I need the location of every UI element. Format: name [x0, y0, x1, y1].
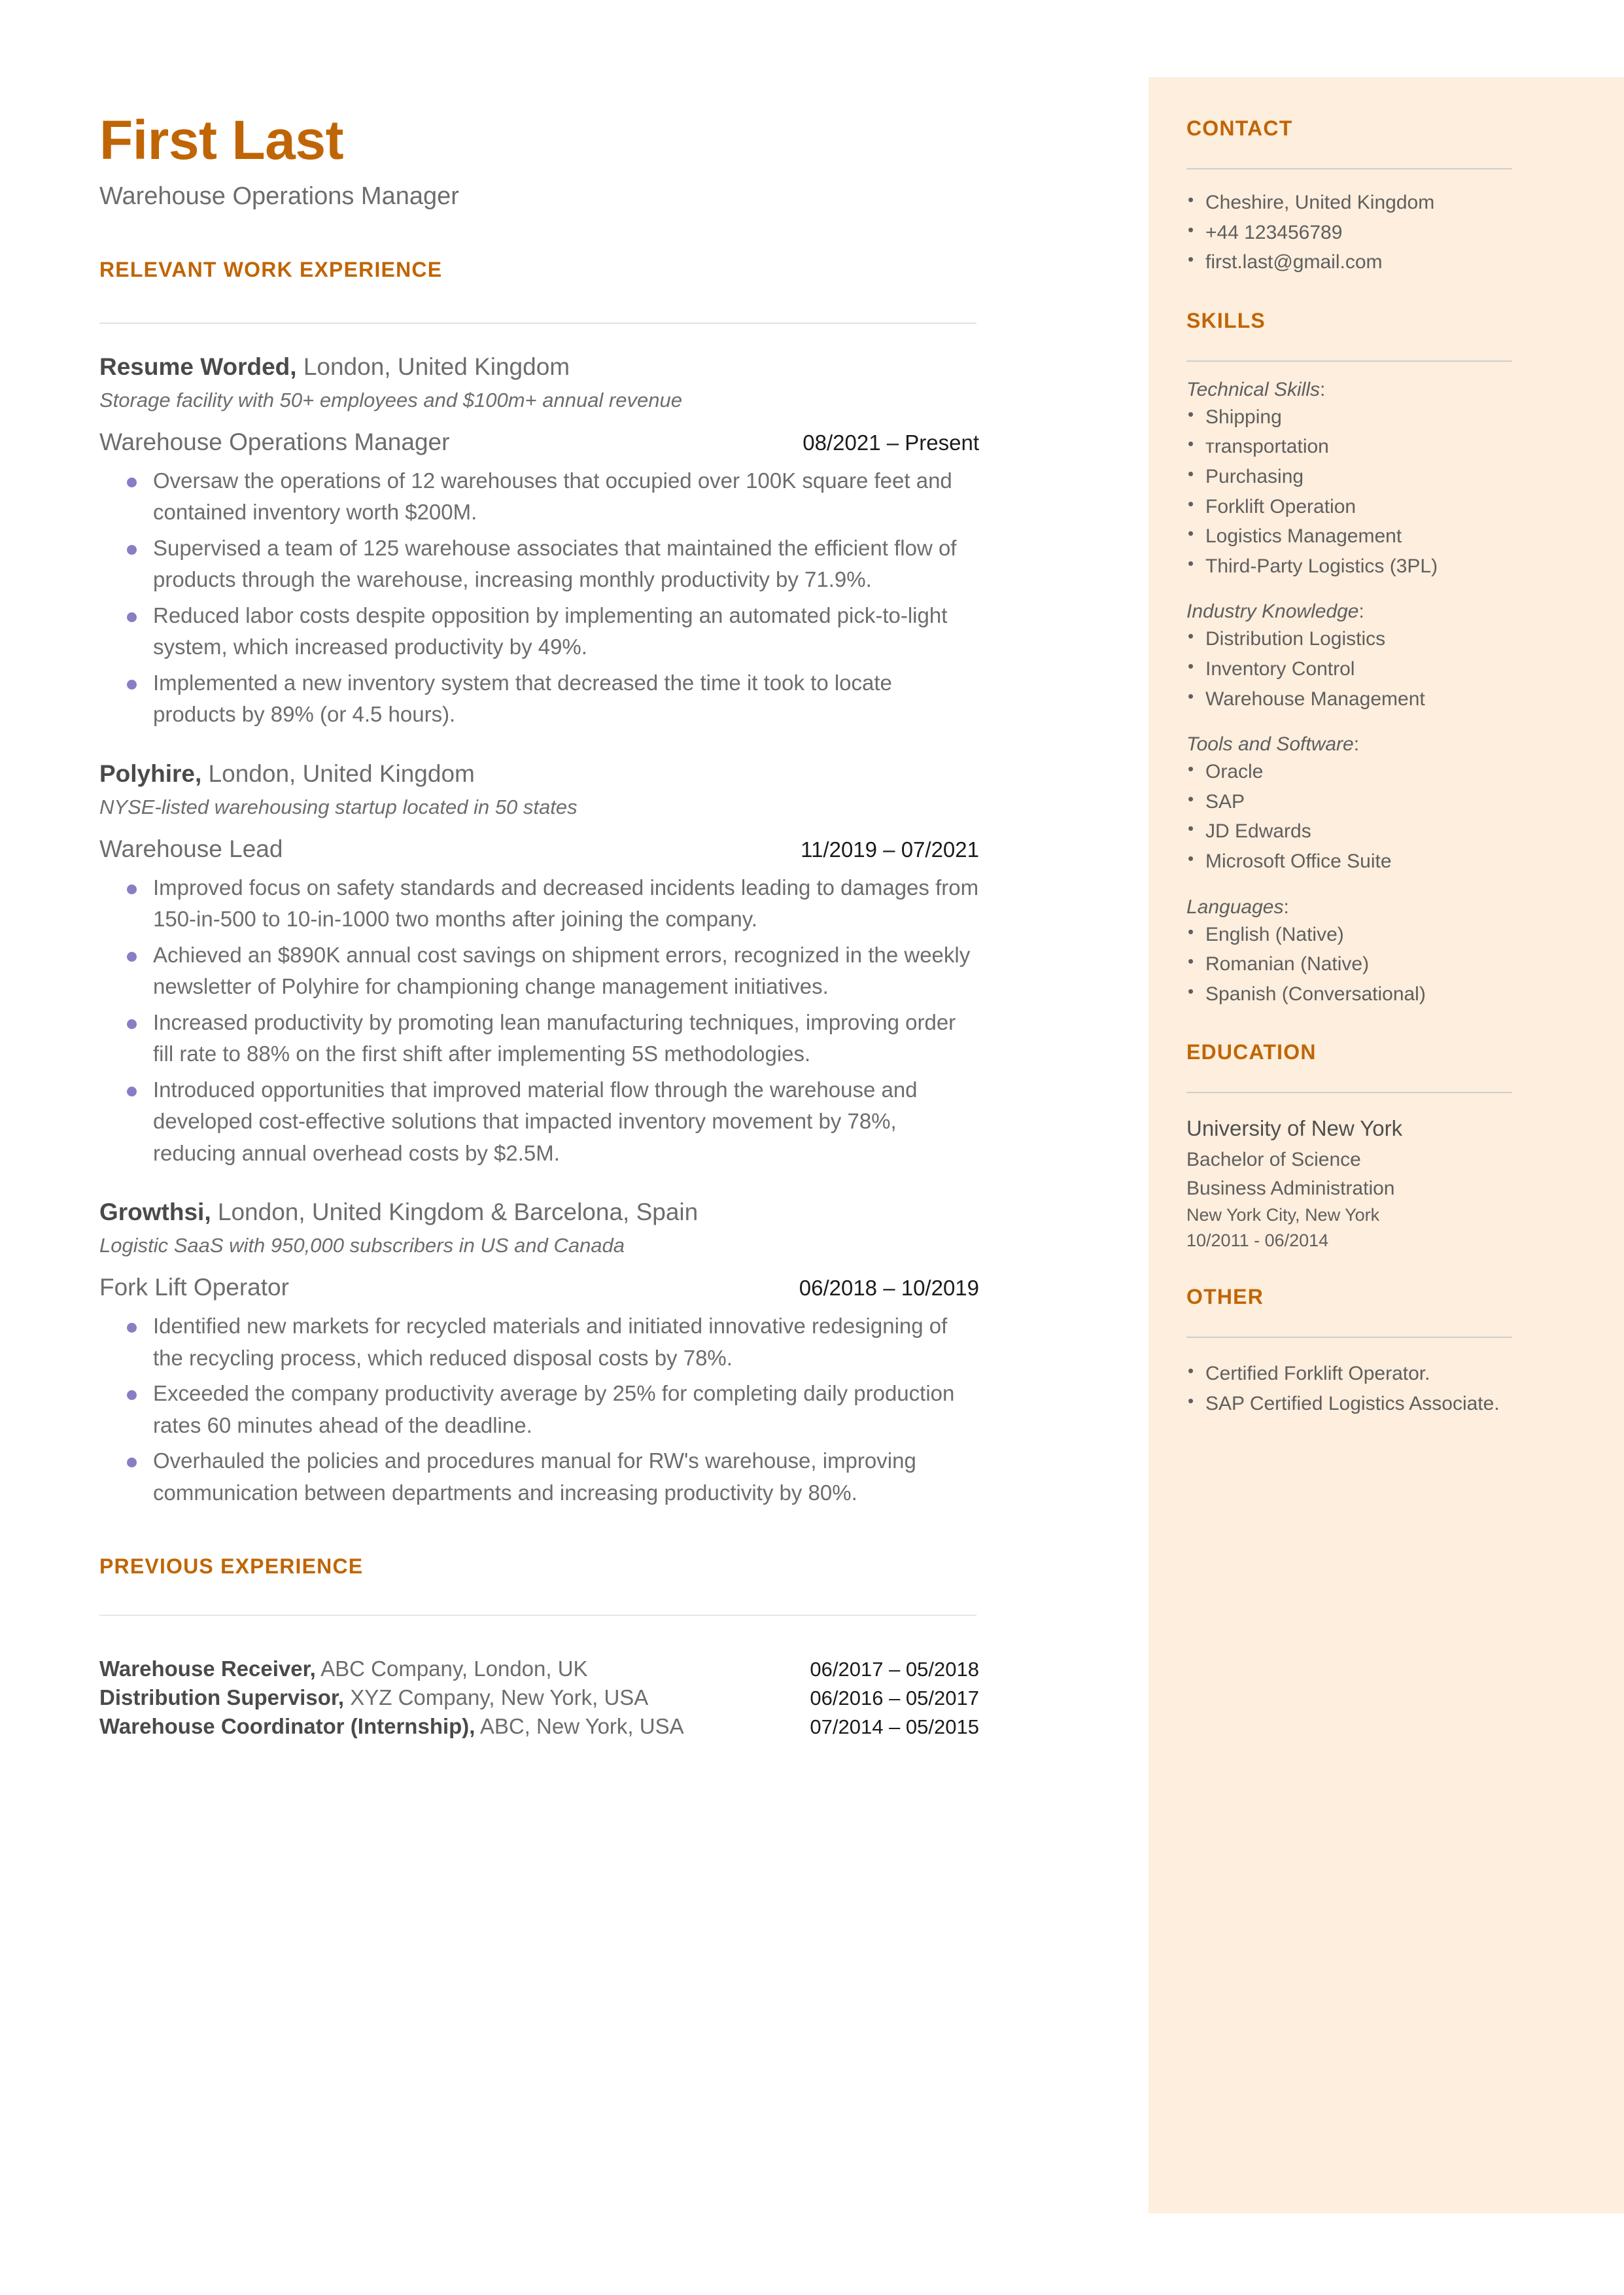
job-bullet: Overhauled the policies and procedures manual for RW's warehouse, improving communication between departments and increasing productivity by 80%.: [99, 1445, 979, 1509]
previous-experience-row: [99, 1685, 979, 1710]
experience-list: [99, 351, 979, 1509]
skill-group: [1186, 733, 1566, 876]
skill-item: • Microsoft Office Suite: [1186, 847, 1566, 877]
section-heading-experience: RELEVANT WORK EXPERIENCE: [99, 257, 443, 281]
previous-experience-role: [99, 1714, 684, 1739]
job-company: [99, 1197, 979, 1228]
sidebar-divider-skills: [1186, 360, 1512, 362]
experience-entry: [99, 351, 979, 731]
previous-role-detail: XYZ Company, New York, USA: [344, 1685, 649, 1710]
job-bullet: Identified new markets for recycled materials and initiated innovative redesigning of the recycling process, which reduced disposal costs by 78%.: [99, 1310, 979, 1374]
sidebar-heading-skills: SKILLS: [1186, 308, 1266, 332]
education-school: University of New York: [1186, 1116, 1403, 1141]
job-bullet-list: [99, 1310, 979, 1509]
previous-experience-row: [99, 1656, 979, 1681]
sidebar: [1149, 77, 1624, 2213]
skill-item: • Logistics Management: [1186, 521, 1566, 552]
main-column: [99, 0, 979, 1739]
previous-experience-dates: 06/2016 – 05/2017: [810, 1687, 979, 1710]
job-bullet-list: [99, 872, 979, 1170]
skill-group-label: [1186, 379, 1566, 401]
job-bullet: Reduced labor costs despite opposition by implementing an automated pick-to-light system, which increased productivity by 49%.: [99, 600, 979, 663]
job-company-description: NYSE-listed warehousing startup located in 50 states: [99, 795, 578, 818]
skill-item: • Inventory Control: [1186, 654, 1566, 684]
experience-entry: [99, 1197, 979, 1509]
job-title: Fork Lift Operator: [99, 1274, 289, 1301]
previous-role-name: Warehouse Coordinator (Internship),: [99, 1714, 475, 1739]
sidebar-divider-education: [1186, 1092, 1512, 1093]
contact-list: [1186, 188, 1566, 277]
job-title: Warehouse Lead: [99, 835, 283, 862]
job-bullet: Supervised a team of 125 warehouse associates that maintained the efficient flow of products through the warehouse, increasing monthly productivity by 71.9%.: [99, 533, 979, 596]
skill-group-label-text: Languages: [1186, 896, 1284, 918]
job-bullet: Implemented a new inventory system that decreased the time it took to locate products by 89% (or 4.5 hours).: [99, 667, 979, 731]
previous-role-name: Warehouse Receiver,: [99, 1656, 316, 1681]
job-company-location: London, United Kingdom: [296, 353, 570, 380]
contact-item[interactable]: • +44 123456789: [1186, 218, 1566, 248]
skill-item-list: [1186, 402, 1566, 582]
job-company-description: Storage facility with 50+ employees and $100m+ annual revenue: [99, 388, 682, 412]
education-degree: Bachelor of Science: [1186, 1149, 1361, 1171]
previous-experience-dates: 06/2017 – 05/2018: [810, 1658, 979, 1681]
previous-role-detail: ABC Company, London, UK: [315, 1656, 588, 1681]
job-company-name: Growthsi,: [99, 1199, 211, 1226]
skill-group-label-text: Technical Skills: [1186, 378, 1320, 400]
professional-headline: Warehouse Operations Manager: [99, 183, 459, 211]
job-company-description: Logistic SaaS with 950,000 subscribers in US and Canada: [99, 1234, 625, 1257]
skill-item: • Forklift Operation: [1186, 492, 1566, 522]
job-company-name: Polyhire,: [99, 760, 202, 787]
skill-item: • SAP: [1186, 787, 1566, 817]
sidebar-heading-other: OTHER: [1186, 1285, 1264, 1309]
sidebar-divider-contact: [1186, 168, 1512, 169]
job-bullet: Improved focus on safety standards and decreased incidents leading to damages from 150-in-500 to 10-in-1000 two months after joining the company.: [99, 872, 979, 936]
skill-group-label: [1186, 733, 1566, 756]
job-bullet-list: [99, 465, 979, 731]
skill-item-list: [1186, 920, 1566, 1009]
sidebar-divider-other: [1186, 1337, 1512, 1338]
skill-item: • Purchasing: [1186, 462, 1566, 492]
previous-experience-dates: 07/2014 – 05/2015: [810, 1715, 979, 1739]
job-company: [99, 758, 979, 790]
skill-item: • Warehouse Management: [1186, 684, 1566, 714]
skill-item: • English (Native): [1186, 920, 1566, 950]
job-dates: 08/2021 – Present: [803, 430, 979, 455]
job-bullet: Exceeded the company productivity average by 25% for completing daily production rates 60 minutes ahead of the deadline.: [99, 1378, 979, 1441]
skill-item: • Romanian (Native): [1186, 949, 1566, 979]
job-title-row: [99, 429, 979, 456]
previous-experience-list: [99, 1656, 979, 1739]
job-company-location: London, United Kingdom & Barcelona, Spain: [211, 1199, 699, 1226]
education-major: Business Administration: [1186, 1177, 1395, 1199]
skill-group-label: [1186, 896, 1566, 919]
skill-group: [1186, 601, 1566, 714]
job-bullet: Oversaw the operations of 12 warehouses that occupied over 100K square feet and contained inventory worth $200M.: [99, 465, 979, 529]
contact-item[interactable]: • Cheshire, United Kingdom: [1186, 188, 1566, 218]
previous-experience-role: [99, 1656, 588, 1681]
job-bullet: Achieved an $890K annual cost savings on shipment errors, recognized in the weekly newsletter of Polyhire for championing change management initiatives.: [99, 939, 979, 1003]
skill-item: • Spanish (Conversational): [1186, 979, 1566, 1009]
job-dates: 06/2018 – 10/2019: [799, 1276, 979, 1301]
section-divider-previous: [99, 1615, 976, 1616]
skill-group-label-text: Industry Knowledge: [1186, 601, 1359, 623]
skill-item: • Shipping: [1186, 402, 1566, 432]
skill-group: [1186, 379, 1566, 582]
skill-group: [1186, 896, 1566, 1009]
page-title: First Last: [99, 109, 344, 171]
skill-group-label-colon: :: [1353, 733, 1360, 756]
job-dates: 11/2019 – 07/2021: [801, 837, 979, 862]
section-heading-previous: PREVIOUS EXPERIENCE: [99, 1554, 364, 1579]
previous-role-name: Distribution Supervisor,: [99, 1685, 345, 1710]
skill-item-list: [1186, 624, 1566, 714]
skill-item: • Distribution Logistics: [1186, 624, 1566, 654]
skill-item-list: [1186, 757, 1566, 876]
skill-group-label-colon: :: [1358, 601, 1364, 623]
section-divider-experience: [99, 323, 976, 324]
previous-experience-role: [99, 1685, 648, 1710]
skill-group-label-colon: :: [1319, 378, 1326, 400]
education-location: New York City, New York: [1186, 1205, 1380, 1225]
skill-item: • Oracle: [1186, 757, 1566, 787]
previous-role-detail: ABC, New York, USA: [475, 1714, 684, 1739]
other-list: [1186, 1359, 1566, 1418]
education-entry: [1186, 1113, 1566, 1253]
skill-item: • тransportation: [1186, 432, 1566, 462]
contact-item[interactable]: • first.last@gmail.com: [1186, 247, 1566, 277]
job-title-row: [99, 835, 979, 863]
skill-item: • JD Edwards: [1186, 816, 1566, 847]
sidebar-heading-education: EDUCATION: [1186, 1040, 1317, 1064]
education-dates: 10/2011 - 06/2014: [1186, 1231, 1329, 1251]
sidebar-heading-contact: CONTACT: [1186, 116, 1293, 140]
job-company-location: London, United Kingdom: [201, 760, 475, 787]
job-company-name: Resume Worded,: [99, 353, 297, 380]
skill-group-label: [1186, 601, 1566, 623]
skill-group-label-text: Tools and Software: [1186, 733, 1354, 756]
previous-experience-row: [99, 1714, 979, 1739]
experience-entry: [99, 758, 979, 1169]
job-title-row: [99, 1274, 979, 1301]
skills-groups: [1186, 379, 1566, 1009]
job-bullet: Introduced opportunities that improved material flow through the warehouse and developed cost-effective solutions that impacted inventory movement by 78%, reducing annual overhead costs by $2.5M.: [99, 1074, 979, 1170]
skill-item: • Third-Party Logistics (3PL): [1186, 552, 1566, 582]
other-item: • SAP Certified Logistics Associate.: [1186, 1389, 1566, 1419]
job-title: Warehouse Operations Manager: [99, 428, 450, 455]
job-company: [99, 351, 979, 383]
other-item: • Certified Forklift Operator.: [1186, 1359, 1566, 1389]
job-bullet: Increased productivity by promoting lean manufacturing techniques, improving order fill rate to 88% on the first shift after implementing 5S methodologies.: [99, 1007, 979, 1070]
skill-group-label-colon: :: [1283, 896, 1289, 918]
